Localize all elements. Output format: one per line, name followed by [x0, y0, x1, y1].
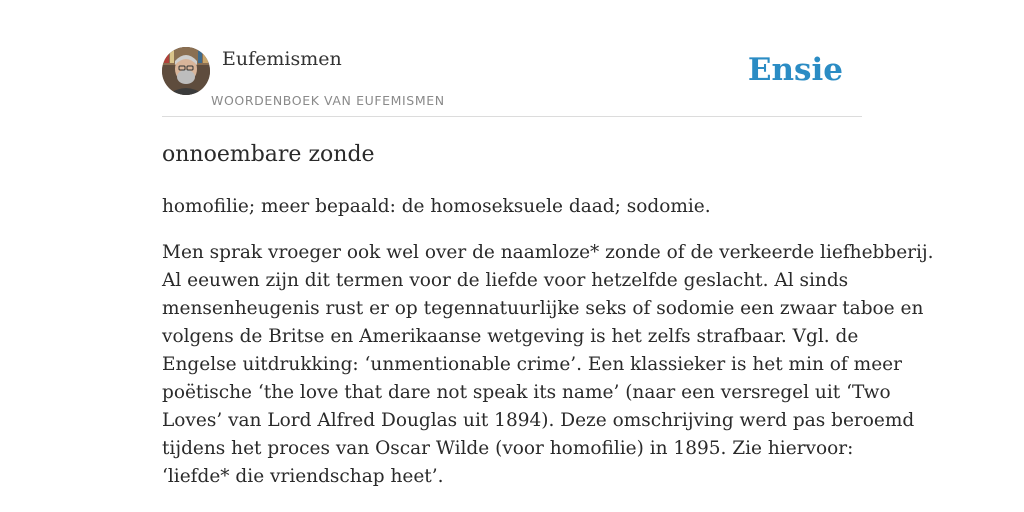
avatar[interactable] [162, 47, 210, 95]
entry-term: onnoembare zonde [162, 142, 375, 167]
dictionary-subtitle[interactable]: WOORDENBOEK VAN EUFEMISMEN [211, 93, 445, 108]
body-line: Loves’ van Lord Alfred Douglas uit 1894). Deze omschrijving werd pas beroemd [162, 410, 915, 431]
body-line: tijdens het proces van Oscar Wilde (voor homofilie) in 1895. Zie hiervoor: [162, 438, 854, 459]
entry-definition: homofilie; meer bepaald: de homoseksuele daad; sodomie. [162, 196, 711, 217]
body-line: mensenheugenis rust er op tegennatuurlijke seks of sodomie een zwaar taboe en [162, 298, 924, 319]
body-line: poëtische ‘the love that dare not speak its name’ (naar een versregel uit ‘Two [162, 382, 891, 403]
author-photo [162, 47, 210, 95]
body-line: Men sprak vroeger ook wel over de naamloze* zonde of de verkeerde liefhebberij. [162, 242, 934, 263]
body-line: Engelse uitdrukking: ‘unmentionable crime’. Een klassieker is het min of meer [162, 354, 902, 375]
ensie-logo-link[interactable]: Ensie [747, 52, 843, 88]
entry-body [162, 239, 934, 491]
body-line: ‘liefde* die vriendschap heet’. [162, 466, 444, 487]
header [162, 40, 862, 117]
body-line: Al eeuwen zijn dit termen voor de liefde voor hetzelfde geslacht. Al sinds [162, 270, 849, 291]
author-name[interactable]: Eufemismen [222, 48, 342, 70]
body-line: volgens de Britse en Amerikaanse wetgeving is het zelfs strafbaar. Vgl. de [162, 326, 859, 347]
